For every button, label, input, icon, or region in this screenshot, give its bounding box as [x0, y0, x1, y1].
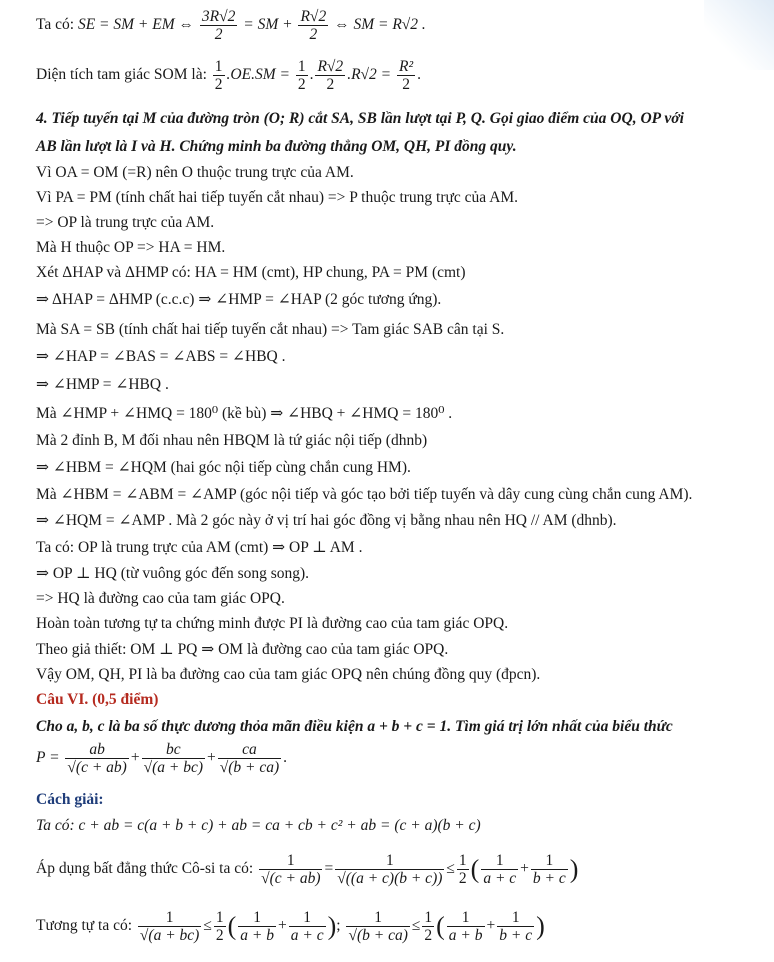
- solution-line: Vì PA = PM (tính chất hai tiếp tuyến cắt nhau) => P thuộc trung trực của AM.: [36, 189, 519, 206]
- solution-heading: Cách giải:: [36, 791, 104, 808]
- fraction: $\frac{ca}{√(b + ca)}$: [219, 741, 280, 776]
- solution-line: Ta có: OP là trung trực của AM (cmt) ⇒ OP ⊥ AM .: [36, 539, 363, 556]
- math: = SM +: [243, 16, 293, 34]
- equation-similar: Tương tự ta có: $\frac{1}{√(a + bc)}$ ≤ $\frac{1}{2}$ ( $\frac{1}{a + b}$ + $\frac{1}{a + c}$ ); $\frac{1}{√(b + ca)}$ ≤ $\frac{1}{2}$ ( $\frac{1}{a + b}$ + $\frac{1}{b + c}$ ): [36, 909, 545, 944]
- text: Ta có:: [36, 16, 75, 34]
- fraction: $\frac{1}{√((a + c)(b + c))}$: [337, 852, 443, 887]
- solution-line: Hoàn toàn tương tự ta chứng minh được PI là đường cao của tam giác OPQ.: [36, 615, 509, 632]
- solution-line: ⇒ ΔHAP = ΔHMP (c.c.c) ⇒ ∠HMP = ∠HAP (2 góc tương ứng).: [36, 291, 442, 308]
- fraction: $\frac{3R√2}{2}$: [201, 8, 236, 43]
- equation-factor: Ta có: c + ab = c(a + b + c) + ab = ca + cb + c² + ab = (c + a)(b + c): [36, 817, 481, 834]
- solution-line: Vì OA = OM (=R) nên O thuộc trung trực của AM.: [36, 164, 354, 181]
- solution-line: ⇒ OP ⊥ HQ (từ vuông góc đến song song).: [36, 565, 310, 582]
- fraction: $\frac{ab}{√(c + ab)}$: [67, 741, 127, 776]
- fraction: $\frac{1}{√(a + bc)}$: [139, 909, 200, 944]
- fraction: $\frac{1}{a + b}$: [240, 909, 274, 944]
- solution-line: ⇒ ∠HMP = ∠HBQ .: [36, 376, 169, 393]
- solution-line: => HQ là đường cao của tam giác OPQ.: [36, 590, 285, 607]
- solution-line: Theo giả thiết: OM ⊥ PQ ⇒ OM là đường cao của tam giác OPQ.: [36, 641, 449, 658]
- solution-line: Mà ∠HBM = ∠ABM = ∠AMP (góc nội tiếp và góc tạo bởi tiếp tuyến và dây cung cùng chắn cung AM).: [36, 486, 693, 503]
- solution-line: Mà 2 đỉnh B, M đối nhau nên HBQM là tứ giác nội tiếp (dhnb): [36, 432, 428, 449]
- solution-line: Mà H thuộc OP => HA = HM.: [36, 239, 226, 256]
- fraction: $\frac{1}{a + c}$: [290, 909, 324, 944]
- fraction: $\frac{1}{b + c}$: [499, 909, 533, 944]
- fraction: $\frac{R√2}{2}$: [300, 8, 327, 43]
- fraction: $\frac{1}{√(c + ab)}$: [261, 852, 321, 887]
- fraction: $\frac{1}{2}$: [458, 852, 467, 887]
- fraction: $\frac{1}{2}$: [214, 58, 223, 93]
- fraction: $\frac{1}{2}$: [297, 58, 306, 93]
- solution-line: Mà SA = SB (tính chất hai tiếp tuyến cắt nhau) => Tam giác SAB cân tại S.: [36, 321, 505, 338]
- question-4-line-2: AB lần lượt là I và H. Chứng minh ba đường thẳng OM, QH, PI đồng quy.: [36, 138, 517, 155]
- solution-line: ⇒ ∠HAP = ∠BAS = ∠ABS = ∠HBQ .: [36, 348, 286, 365]
- area-som: Diện tích tam giác SOM là: $\frac{1}{2}$ .OE.SM = $\frac{1}{2}$ . $\frac{R√2}{2}$ .R√2 = $\frac{\text{R²}}{2}$ .: [36, 58, 421, 93]
- equation-cauchy: Áp dụng bất đẳng thức Cô-si ta có: $\frac{1}{√(c + ab)}$ = $\frac{1}{√((a + c)(b + c))}$ ≤ $\frac{1}{2}$ ( $\frac{1}{a + c}$ + $\frac{1}{b + c}$ ): [36, 852, 579, 887]
- expression-p: P = $\frac{ab}{√(c + ab)}$ + $\frac{bc}{√(a + bc)}$ + $\frac{ca}{√(b + ca)}$ .: [36, 741, 288, 776]
- question-4-line-1: 4. Tiếp tuyến tại M của đường tròn (O; R) cắt SA, SB lần lượt tại P, Q. Gọi giao điểm của OQ, OP với: [36, 110, 684, 127]
- fraction: $\frac{1}{2}$: [424, 909, 433, 944]
- math: ⇔ SM = R√2 .: [334, 16, 426, 34]
- solution-line: ⇒ ∠HBM = ∠HQM (hai góc nội tiếp cùng chắn cung HM).: [36, 459, 411, 476]
- section-heading: Câu VI. (0,5 điểm): [36, 691, 159, 708]
- fraction: $\frac{bc}{√(a + bc)}$: [143, 741, 203, 776]
- math: SE = SM + EM ⇔: [77, 16, 195, 34]
- solution-line: Vậy OM, QH, PI là ba đường cao của tam giác OPQ nên chúng đồng quy (đpcn).: [36, 666, 541, 683]
- fraction: $\frac{R√2}{2}$: [317, 58, 344, 93]
- fraction: $\frac{1}{b + c}$: [532, 852, 566, 887]
- solution-line: ⇒ ∠HQM = ∠AMP . Mà 2 góc này ở vị trí hai góc đồng vị bằng nhau nên HQ // AM (dhnb).: [36, 512, 617, 529]
- fraction: $\frac{1}{a + c}$: [483, 852, 517, 887]
- text: Diện tích tam giác SOM là:: [36, 66, 207, 84]
- problem-statement: Cho a, b, c là ba số thực dương thỏa mãn điều kiện a + b + c = 1. Tìm giá trị lớn nhất của biểu thức: [36, 718, 673, 735]
- fraction: $\frac{1}{2}$: [215, 909, 224, 944]
- solution-line: Mà ∠HMP + ∠HMQ = 180⁰ (kề bù) ⇒ ∠HBQ + ∠HMQ = 180⁰ .: [36, 405, 453, 422]
- fraction: $\frac{1}{a + b}$: [448, 909, 483, 944]
- solution-line: Xét ΔHAP và ΔHMP có: HA = HM (cmt), HP chung, PA = PM (cmt): [36, 264, 466, 281]
- equation-se: [36, 8, 744, 43]
- fraction: $\frac{1}{√(b + ca)}$: [348, 909, 408, 944]
- fraction: $\frac{\text{R²}}{2}$: [399, 58, 414, 93]
- solution-line: => OP là trung trực của AM.: [36, 214, 215, 231]
